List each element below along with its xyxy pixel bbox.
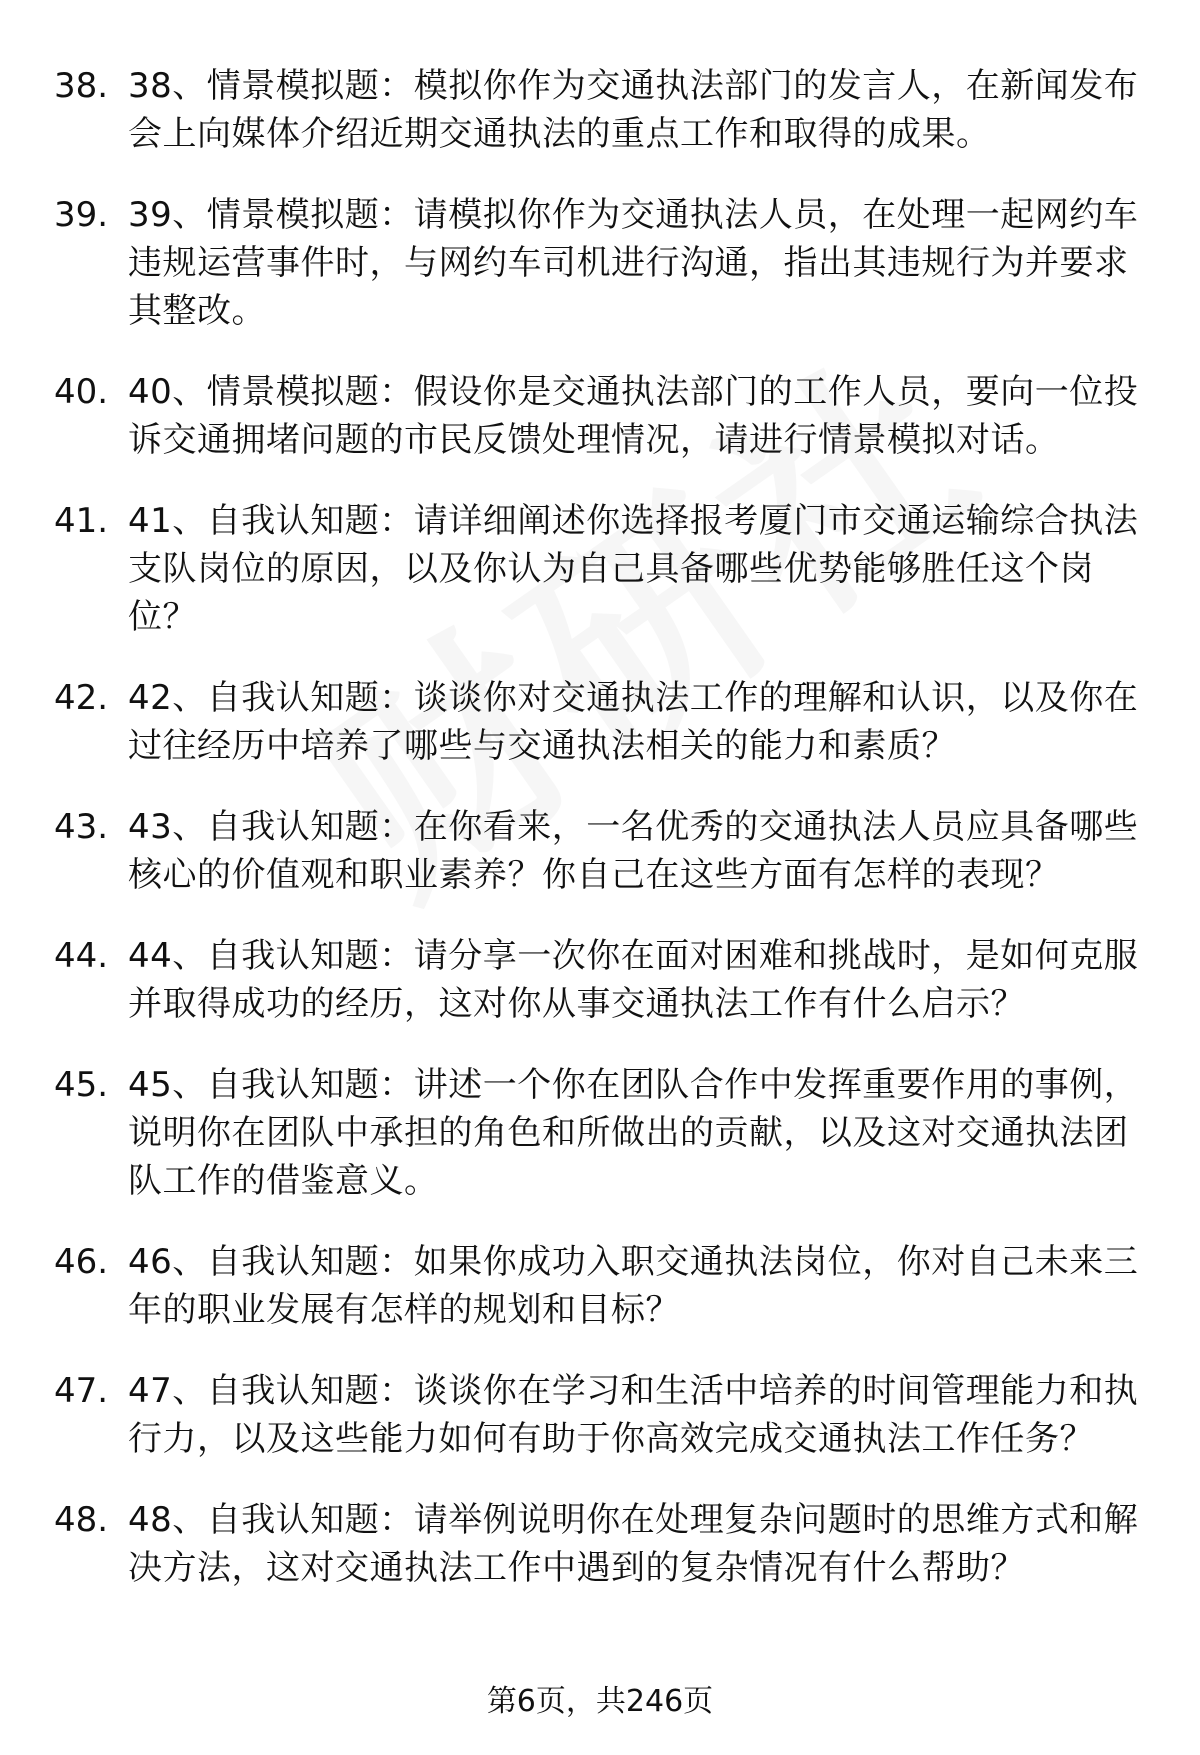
list-item (54, 62, 1154, 158)
item-text: 44、自我认知题：请分享一次你在面对困难和挑战时，是如何克服并取得成功的经历，这对你从事交通执法工作有什么启示？ (128, 936, 1139, 1024)
item-text: 43、自我认知题：在你看来，一名优秀的交通执法人员应具备哪些核心的价值观和职业素养？你自己在这些方面有怎样的表现？ (128, 807, 1139, 895)
item-number: 38. (54, 66, 109, 106)
list-item (54, 803, 1154, 899)
item-number: 39. (54, 195, 109, 235)
list-item (54, 932, 1154, 1028)
list-item (54, 1367, 1154, 1463)
list-item (54, 497, 1154, 641)
item-number: 46. (54, 1242, 109, 1282)
item-number: 40. (54, 372, 109, 412)
item-number: 48. (54, 1500, 109, 1540)
list-item (54, 191, 1154, 335)
item-number: 43. (54, 807, 109, 847)
item-text: 40、情景模拟题：假设你是交通执法部门的工作人员，要向一位投诉交通拥堵问题的市民反馈处理情况，请进行情景模拟对话。 (128, 372, 1139, 460)
item-text: 48、自我认知题：请举例说明你在处理复杂问题时的思维方式和解决方法，这对交通执法工作中遇到的复杂情况有什么帮助？ (128, 1500, 1139, 1588)
page-footer: 第6页，共246页 (486, 1684, 714, 1719)
list-item (54, 1061, 1154, 1205)
item-text: 45、自我认知题：讲述一个你在团队合作中发挥重要作用的事例，说明你在团队中承担的角色和所做出的贡献，以及这对交通执法团队工作的借鉴意义。 (128, 1065, 1139, 1201)
item-number: 45. (54, 1065, 109, 1105)
item-number: 41. (54, 501, 109, 541)
list-item (54, 1238, 1154, 1334)
item-number: 47. (54, 1371, 109, 1411)
list-item (54, 1496, 1154, 1592)
list-item (54, 368, 1154, 464)
item-text: 41、自我认知题：请详细阐述你选择报考厦门市交通运输综合执法支队岗位的原因，以及你认为自己具备哪些优势能够胜任这个岗位？ (128, 501, 1139, 637)
item-text: 38、情景模拟题：模拟你作为交通执法部门的发言人，在新闻发布会上向媒体介绍近期交通执法的重点工作和取得的成果。 (128, 66, 1139, 154)
item-text: 42、自我认知题：谈谈你对交通执法工作的理解和认识，以及你在过往经历中培养了哪些与交通执法相关的能力和素质？ (128, 678, 1139, 766)
item-number: 44. (54, 936, 109, 976)
item-text: 47、自我认知题：谈谈你在学习和生活中培养的时间管理能力和执行力，以及这些能力如何有助于你高效完成交通执法工作任务？ (128, 1371, 1139, 1459)
question-list (54, 62, 1154, 1625)
item-text: 46、自我认知题：如果你成功入职交通执法岗位，你对自己未来三年的职业发展有怎样的规划和目标？ (128, 1242, 1139, 1330)
list-item (54, 674, 1154, 770)
item-number: 42. (54, 678, 109, 718)
item-text: 39、情景模拟题：请模拟你作为交通执法人员，在处理一起网约车违规运营事件时，与网约车司机进行沟通，指出其违规行为并要求其整改。 (128, 195, 1139, 331)
